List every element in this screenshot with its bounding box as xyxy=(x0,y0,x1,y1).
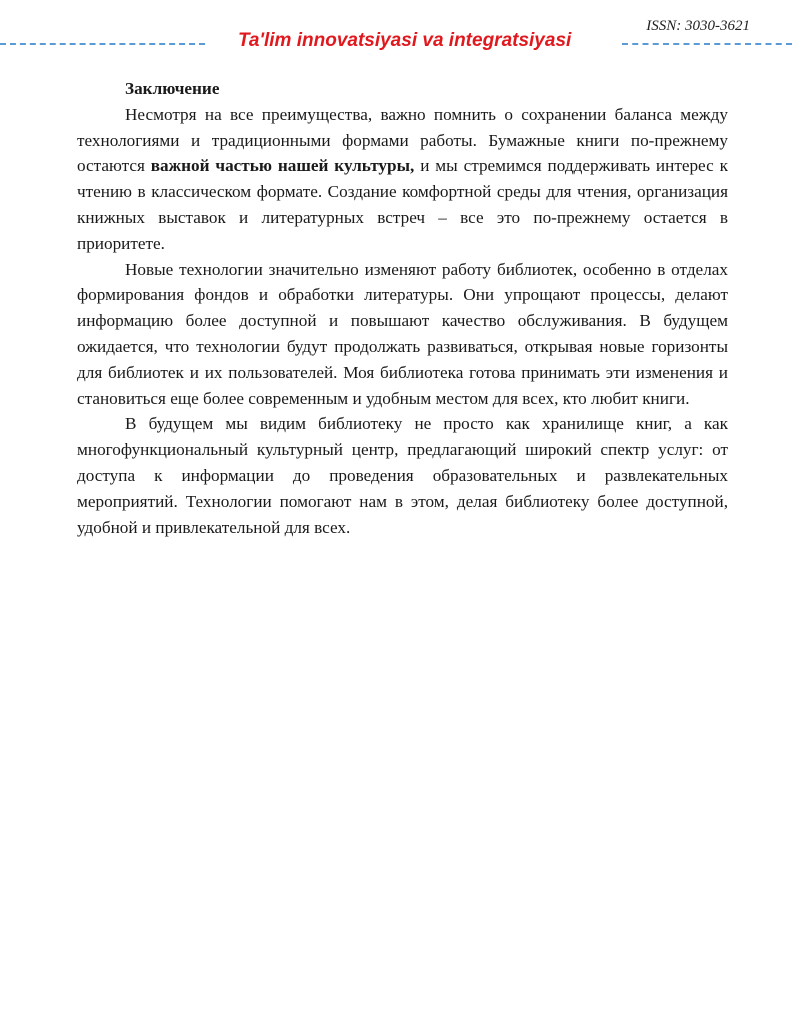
journal-title: Ta'lim innovatsiyasi va integratsiyasi xyxy=(238,30,572,51)
paragraph-1 xyxy=(77,102,728,257)
paragraph-2: Новые технологии значительно изменяют работу библиотек, особенно в отделах формирования фондов и обработки литературы. Они упрощают процессы, делают информацию более доступной и повышают качество обслуживания. В будущем ожидается, что технологии будут продолжать развиваться, открывая новые горизонты для библиотек и их пользователей. Моя библиотека готова принимать эти изменения и становиться еще более современным и удобным местом для всех, кто любит книги. xyxy=(77,259,728,408)
header-divider-right xyxy=(622,43,792,45)
page-header xyxy=(0,0,806,60)
paragraph-1-text-start: Несмотря на все преимущества, важно помнить о сохранении баланса между технологиями и традиционными формами работы. Бумажные книги по-прежнему остаются xyxy=(77,104,728,176)
header-divider-left xyxy=(0,43,205,45)
issn-label: ISSN: 3030-3621 xyxy=(646,18,750,34)
paragraph-1-emphasis: важной частью нашей культуры, xyxy=(150,156,415,176)
section-title: Заключение xyxy=(125,79,220,98)
paragraph-3: В будущем мы видим библиотеку не просто как хранилище книг, а как многофункциональный культурный центр, предлагающий широкий спектр услуг: от доступа к информации до проведения образовательных и развлекательных мероприятий. Технологии помогают нам в этом, делая библиотеку более доступной, удобной и привлекательной для всех. xyxy=(77,414,728,537)
article-body xyxy=(77,76,728,540)
paragraph-1-text-end: и мы стремимся поддерживать интерес к чтению в классическом формате. Создание комфортной среды для чтения, организация книжных выставок и литературных встреч – все это по-прежнему остается в приоритете. xyxy=(77,156,728,253)
